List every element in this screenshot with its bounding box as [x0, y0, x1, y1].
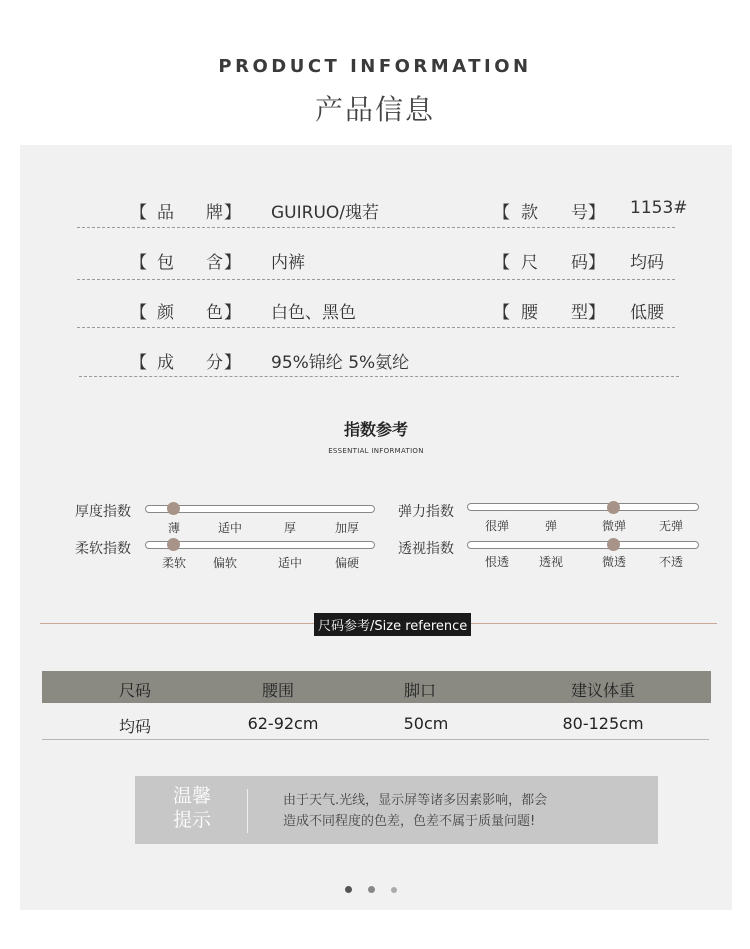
info-label-close: 】 [588, 303, 605, 323]
transparency-index-label: 透视指数 [398, 541, 454, 557]
size-table-header [42, 671, 711, 703]
warm-tip-separator [247, 789, 248, 833]
size-cell: 均码 [118, 717, 152, 736]
elasticity-slider-track [467, 503, 699, 511]
size-cell: 50cm [403, 714, 449, 733]
info-row-brand [100, 198, 697, 246]
index-subtitle: ESSENTIAL INFORMATION [328, 447, 424, 455]
info-label-open: 【 [130, 253, 147, 273]
info-label-char: 型 [571, 303, 588, 323]
size-table-row [42, 707, 709, 740]
info-label-char: 包 [157, 253, 174, 273]
info-label-close: 】 [224, 203, 241, 223]
info-label-char: 分 [206, 353, 223, 373]
info-label-char: 色 [206, 303, 223, 323]
warm-tip-box [135, 776, 658, 844]
info-label-close: 】 [588, 253, 605, 273]
info-label-char: 号 [571, 203, 588, 223]
warm-tip-text [283, 790, 547, 832]
info-label-open: 【 [130, 303, 147, 323]
brand-value: GUIRUO/瑰若 [271, 203, 379, 223]
warm-tip-text-line: 造成不同程度的色差，色差不属于质量问题! [283, 814, 536, 829]
slider-tick-label: 偏软 [212, 556, 238, 570]
info-label-char: 腰 [521, 303, 538, 323]
color-value: 白色、黑色 [271, 303, 356, 323]
size-header-cell: 脚口 [403, 681, 437, 700]
slider-tick-label: 恨透 [484, 555, 510, 569]
info-row-contents [100, 248, 697, 296]
info-label-char: 牌 [206, 203, 223, 223]
info-label-open: 【 [493, 203, 510, 223]
info-label-char: 成 [157, 353, 174, 373]
slider-tick-label: 加厚 [334, 521, 360, 535]
size-header-cell: 尺码 [118, 681, 152, 700]
dashed-divider [77, 227, 675, 228]
slider-tick-label: 适中 [277, 556, 303, 570]
size-cell: 62-92cm [247, 714, 319, 733]
info-label-open: 【 [130, 203, 147, 223]
info-label-char: 码 [571, 253, 588, 273]
info-label-close: 】 [588, 203, 605, 223]
info-row-color [100, 298, 697, 346]
elasticity-index-label: 弹力指数 [398, 504, 454, 520]
contents-value: 内裤 [271, 253, 305, 273]
slider-tick-label: 无弹 [658, 519, 684, 533]
thickness-index-label: 厚度指数 [75, 504, 131, 520]
size-cell: 80-125cm [562, 714, 644, 733]
waist-type-value: 低腰 [630, 303, 664, 323]
info-label-open: 【 [493, 253, 510, 273]
thickness-slider-knob [167, 502, 180, 515]
dashed-divider [77, 279, 675, 280]
info-label-char: 尺 [521, 253, 538, 273]
elasticity-slider-knob [607, 501, 620, 514]
softness-slider-knob [167, 538, 180, 551]
slider-tick-label: 偏硬 [334, 556, 360, 570]
info-label-char: 品 [157, 203, 174, 223]
dashed-divider [79, 376, 679, 377]
size-value: 均码 [630, 253, 664, 273]
slider-tick-label: 柔软 [161, 556, 187, 570]
info-label-close: 】 [224, 303, 241, 323]
model-value: 1153# [630, 198, 688, 218]
slider-tick-label: 微弹 [601, 519, 627, 533]
info-panel [20, 145, 732, 910]
slider-tick-label: 不透 [658, 555, 684, 569]
warm-tip-text-line: 由于天气.光线，显示屏等诸多因素影响，都会 [283, 793, 548, 808]
size-header-cell: 腰围 [261, 681, 295, 700]
dashed-divider [77, 327, 675, 328]
pager-dot[interactable] [391, 887, 397, 893]
info-label-close: 】 [224, 353, 241, 373]
transparency-slider-track [467, 541, 699, 549]
slider-tick-label: 弹 [544, 519, 558, 533]
info-label-open: 【 [130, 353, 147, 373]
transparency-slider-knob [607, 538, 620, 551]
slider-tick-label: 透视 [538, 555, 564, 569]
slider-tick-label: 微透 [601, 555, 627, 569]
size-reference-badge: 尺码参考/Size reference [314, 613, 471, 636]
index-title: 指数参考 [343, 420, 408, 439]
header-title-en: PRODUCT INFORMATION [218, 56, 532, 77]
material-value: 95%锦纶 5%氨纶 [271, 353, 410, 373]
warm-tip-title [173, 784, 211, 832]
slider-tick-label: 适中 [217, 521, 243, 535]
warm-tip-title-line: 温馨 [173, 785, 212, 807]
header-title-cn: 产品信息 [314, 93, 435, 126]
slider-tick-label: 薄 [167, 521, 181, 535]
size-header-cell: 建议体重 [570, 681, 636, 700]
info-row-material [100, 348, 697, 396]
pager-dot-active[interactable] [345, 886, 352, 893]
info-label-char: 款 [521, 203, 538, 223]
slider-tick-label: 厚 [283, 521, 297, 535]
warm-tip-title-line: 提示 [173, 809, 212, 831]
info-label-char: 颜 [157, 303, 174, 323]
info-label-close: 】 [224, 253, 241, 273]
info-label-char: 含 [206, 253, 223, 273]
info-label-open: 【 [493, 303, 510, 323]
pager-dot[interactable] [368, 886, 375, 893]
softness-index-label: 柔软指数 [75, 541, 131, 557]
slider-tick-label: 很弹 [484, 519, 510, 533]
